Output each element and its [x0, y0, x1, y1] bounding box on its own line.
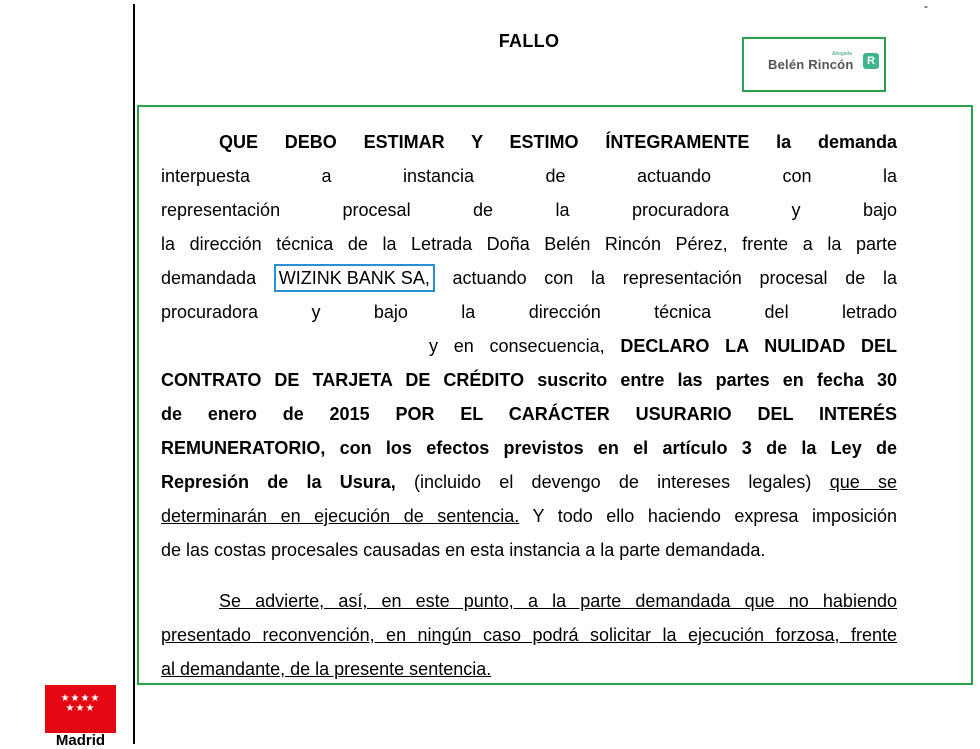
warning-line-2: presentado reconvención, en ningún caso podrá solicitar la ejecución forzosa, frente: [161, 625, 897, 645]
ruling-line-12: determinarán en ejecución de sentencia. Y todo ello haciendo expresa imposición: [161, 506, 897, 526]
ruling-line-9: de enero de 2015 POR EL CARÁCTER USURARIO DEL INTERÉS: [161, 404, 897, 424]
logo-r-icon: R: [863, 53, 879, 69]
ruling-line-7: y en consecuencia, DECLARO LA NULIDAD DEL: [429, 336, 897, 356]
stars-icon: ★★★★ ★★★: [60, 693, 101, 714]
logo-name: Belén Rincón: [768, 57, 854, 72]
ruling-line-13: de las costas procesales causadas en esta instancia a la parte demandada.: [161, 540, 766, 560]
ruling-line-8: CONTRATO DE TARJETA DE CRÉDITO suscrito entre las partes en fecha 30: [161, 370, 897, 390]
madrid-flag-logo: [45, 685, 116, 733]
ruling-line-11: Represión de la Usura, (incluido el devengo de intereses legales) que se: [161, 472, 897, 492]
margin-rule: [133, 4, 135, 744]
ruling-line-5: demandada WIZINK BANK SA, actuando con la representación procesal de la: [161, 261, 897, 295]
ruling-line-2: interpuesta a instancia de actuando con la: [161, 166, 897, 186]
logo-subtitle: Abogada: [832, 51, 853, 57]
ruling-line-6: procuradora y bajo la dirección técnica del letrado: [161, 302, 897, 322]
warning-line-1: Se advierte, así, en este punto, a la parte demandada que no habiendo: [219, 591, 897, 611]
ruling-line-1: QUE DEBO ESTIMAR Y ESTIMO ÍNTEGRAMENTE la demanda: [219, 132, 897, 152]
ruling-line-3: representación procesal de la procuradora y bajo: [161, 200, 897, 220]
ruling-line-10: REMUNERATORIO, con los efectos previstos en el artículo 3 de la Ley de: [161, 438, 897, 458]
lawyer-logo: [742, 37, 886, 92]
ruling-line-4: la dirección técnica de la Letrada Doña Belén Rincón Pérez, frente a la parte: [161, 234, 897, 254]
section-heading: FALLO: [498, 31, 560, 51]
madrid-wordmark: Madrid: [55, 732, 106, 749]
company-highlight: WIZINK BANK SA,: [274, 264, 435, 292]
corner-mark: -: [924, 0, 928, 13]
warning-line-3: al demandante, de la presente sentencia.: [161, 659, 492, 679]
